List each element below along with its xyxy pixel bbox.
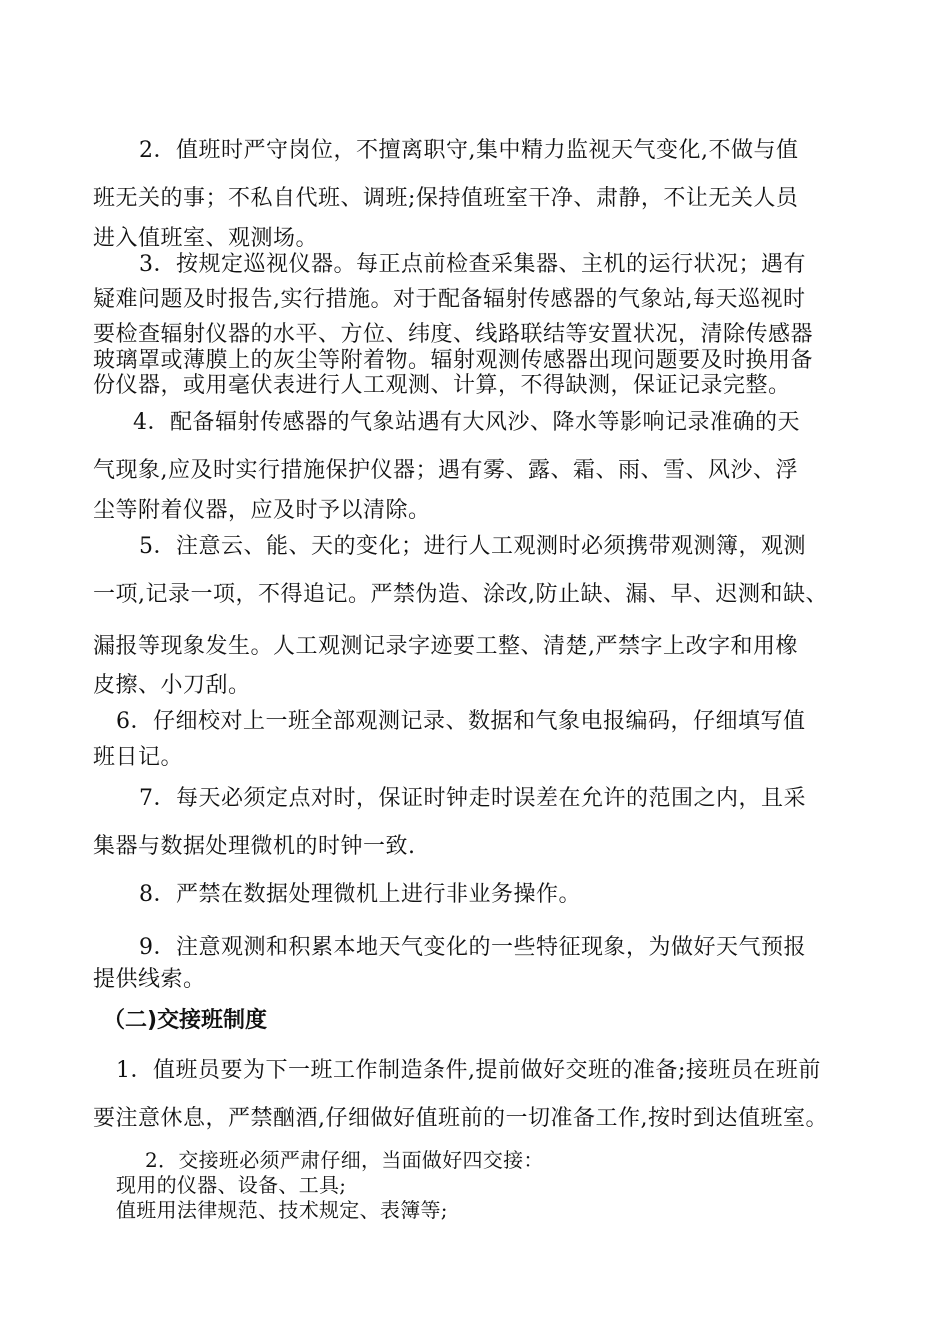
text-line: 要检查辐射仪器的水平、方位、纬度、线路联结等安置状况，清除传感器 xyxy=(93,322,814,347)
text-line: 要注意休息，严禁酗酒,仔细做好值班前的一切准备工作,按时到达值班室。 xyxy=(93,1106,828,1131)
text-line: 份仪器，或用毫伏表进行人工观测、计算，不得缺测，保证记录完整。 xyxy=(93,373,791,398)
text-line: 提供线索。 xyxy=(93,967,206,992)
text-line: 2．交接班必须严肃仔细，当面做好四交接： xyxy=(145,1148,544,1172)
text-line: 3．按规定巡视仪器。每正点前检查采集器、主机的运行状况；遇有 xyxy=(139,252,806,277)
section-heading: （二)交接班制度 xyxy=(103,1008,268,1033)
text-line: 漏报等现象发生。人工观测记录字迹要工整、清楚,严禁字上改字和用橡 xyxy=(93,634,798,659)
text-line: 9．注意观测和积累本地天气变化的一些特征现象，为做好天气预报 xyxy=(139,935,806,960)
text-line: 班日记。 xyxy=(93,745,184,770)
text-line: 尘等附着仪器，应及时予以清除。 xyxy=(93,498,431,523)
text-line: 7．每天必须定点对时，保证时钟走时误差在允许的范围之内，且采 xyxy=(139,786,806,811)
text-line: 值班用法律规范、技术规定、表簿等; xyxy=(116,1198,448,1222)
text-line: 现用的仪器、设备、工具; xyxy=(116,1173,347,1197)
text-line: 疑难问题及时报告,实行措施。对于配备辐射传感器的气象站,每天巡视时 xyxy=(93,287,806,312)
text-line: 1．值班员要为下一班工作制造条件,提前做好交班的准备;接班员在班前 xyxy=(116,1058,821,1083)
text-line: 集器与数据处理微机的时钟一致. xyxy=(93,834,416,859)
text-line: 一项,记录一项，不得追记。严禁伪造、涂改,防止缺、漏、早、迟测和缺、 xyxy=(93,582,828,607)
text-line: 5．注意云、能、天的变化；进行人工观测时必须携带观测簿，观测 xyxy=(139,534,806,559)
text-line: 玻璃罩或薄膜上的灰尘等附着物。辐射观测传感器出现问题要及时换用备 xyxy=(93,348,814,373)
text-line: 2．值班时严守岗位，不擅离职守,集中精力监视天气变化,不做与值 xyxy=(139,138,799,163)
text-line: 班无关的事；不私自代班、调班;保持值班室干净、肃静，不让无关人员 xyxy=(93,186,799,211)
text-line: 皮擦、小刀刮。 xyxy=(93,673,251,698)
text-line: 进入值班室、观测场。 xyxy=(93,226,319,251)
text-line: 8．严禁在数据处理微机上进行非业务操作。 xyxy=(139,882,581,907)
text-line: 4．配备辐射传感器的气象站遇有大风沙、降水等影响记录准确的天 xyxy=(133,410,800,435)
text-line: 6．仔细校对上一班全部观测记录、数据和气象电报编码，仔细填写值 xyxy=(116,709,806,734)
text-line: 气现象,应及时实行措施保护仪器；遇有雾、露、霜、雨、雪、风沙、浮 xyxy=(93,458,798,483)
